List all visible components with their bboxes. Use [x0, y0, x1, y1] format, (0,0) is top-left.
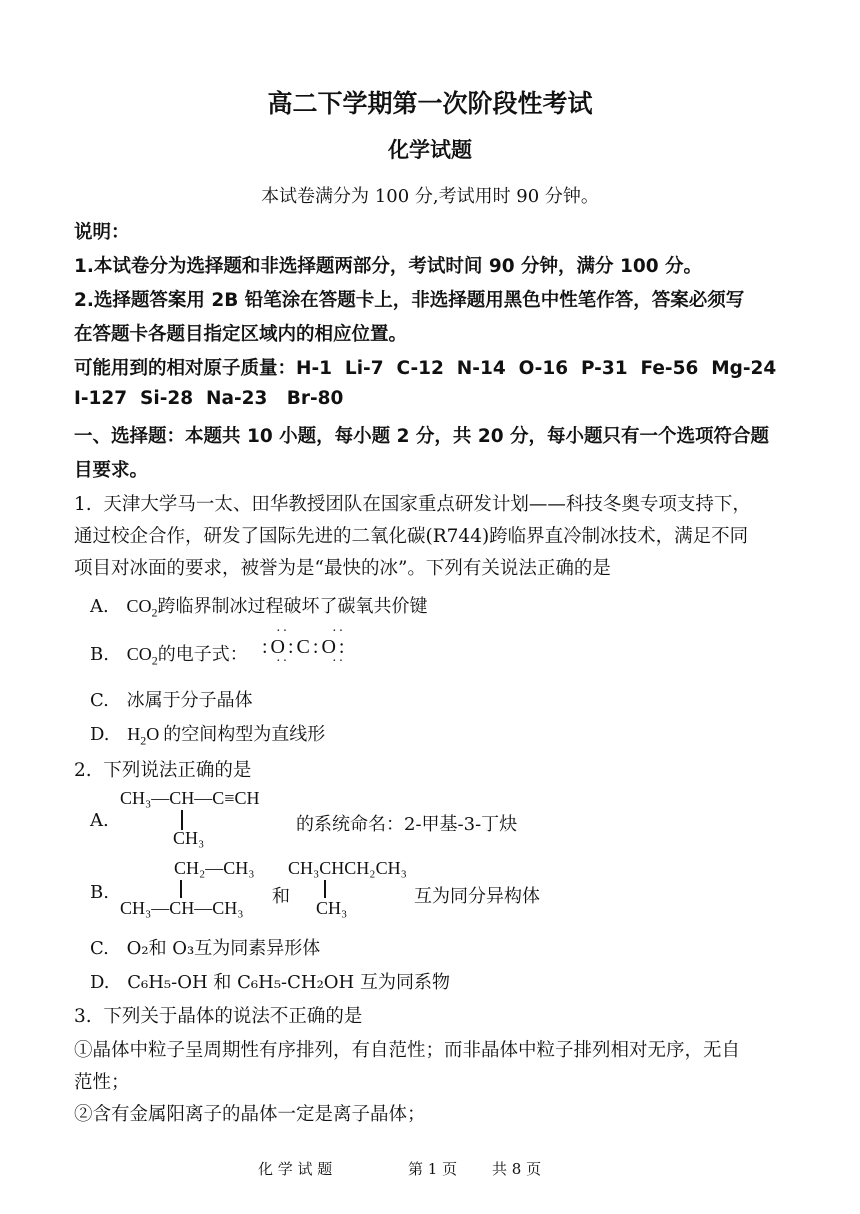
lewis-formula: :O:C:O: — [262, 636, 348, 658]
subject-title: 化学试题 — [388, 137, 472, 162]
note-item-1: 1.本试卷分为选择题和非选择题两部分，考试时间 90 分钟，满分 100 分。 — [74, 256, 703, 277]
bond-line — [181, 810, 183, 830]
q2-option-b-structure-1-bottom: CH₃—CH—CH₃ — [120, 898, 244, 918]
subscript: 2 — [151, 605, 158, 620]
q2-option-b-structure-2-bottom: CH₃ — [316, 898, 348, 918]
option-label: A. — [90, 596, 109, 617]
footer-page: 第 1 页 — [408, 1160, 458, 1178]
q2-option-a-structure-top: CH₃—CH—C≡CH — [120, 788, 260, 808]
q3-item-1-line-1: ①晶体中粒子呈周期性有序排列，有自范性；而非晶体中粒子排列相对无序，无自 — [74, 1040, 741, 1061]
footer-total: 共 8 页 — [492, 1160, 542, 1178]
note-item-2-line-1: 2.选择题答案用 2B 铅笔涂在答题卡上，非选择题用黑色中性笔作答，答案必须写 — [74, 290, 745, 311]
option-label: B. — [90, 644, 109, 665]
q2-option-c — [90, 934, 320, 960]
q1-option-d — [90, 720, 325, 749]
option-text: 跨临界制冰过程破坏了碳氧共价键 — [157, 596, 428, 617]
exam-title: 高二下学期第一次阶段性考试 — [267, 89, 593, 118]
q1-stem-line-1: 1. 天津大学马一太、田华教授团队在国家重点研发计划——科技冬奥专项支持下， — [74, 494, 751, 515]
q3-stem: 3. 下列关于晶体的说法不正确的是 — [74, 1006, 363, 1027]
q1-stem-line-2: 通过校企合作，研发了国际先进的二氧化碳(R744)跨临界直冷制冰技术，满足不同 — [74, 526, 749, 547]
notes-heading: 说明： — [74, 222, 130, 243]
bond-line — [324, 880, 326, 898]
option-text: O₂和 O₃互为同素异形体 — [126, 938, 321, 959]
q1-option-c — [90, 686, 253, 712]
q1-stem-line-3: 项目对冰面的要求，被誉为是“最快的冰”。下列有关说法正确的是 — [74, 558, 611, 579]
score-note: 本试卷满分为 100 分,考试用时 90 分钟。 — [261, 186, 599, 207]
option-text: 的电子式： — [157, 644, 248, 665]
formula: CO — [126, 644, 152, 664]
note-item-2-line-2: 在答题卡各题目指定区域内的相应位置。 — [74, 324, 408, 345]
option-label: C. — [90, 938, 109, 959]
section-heading-line-2: 目要求。 — [74, 460, 149, 481]
formula: H — [127, 724, 141, 744]
option-label: D. — [90, 724, 110, 745]
q2-option-a-text: 的系统命名：2-甲基-3-丁炔 — [296, 814, 518, 835]
q1-option-a — [90, 592, 427, 621]
q2-option-b-text: 互为同分异构体 — [414, 886, 540, 907]
option-label: D. — [90, 972, 110, 993]
q3-item-1-line-2: 范性； — [74, 1072, 130, 1093]
q2-option-a-label: A. — [90, 810, 109, 831]
q2-option-b-structure-1-top: CH₂—CH₃ — [174, 858, 255, 878]
atomic-mass-line-1: 可能用到的相对原子质量：H-1 Li-7 C-12 N-14 O-16 P-31 Fe-56 Mg-24 — [74, 358, 777, 379]
option-text: 冰属于分子晶体 — [126, 690, 253, 711]
q2-option-b-label: B. — [90, 882, 109, 903]
q2-option-b-and: 和 — [272, 886, 290, 907]
subscript: 2 — [151, 653, 158, 668]
bond-line — [180, 880, 182, 898]
formula: CO — [126, 596, 152, 616]
q2-option-d — [90, 968, 450, 994]
subscript: 2 — [140, 733, 147, 748]
atomic-mass-line-2: I-127 Si-28 Na-23 Br-80 — [74, 388, 344, 409]
q2-option-a-structure-bottom: CH₃ — [173, 828, 205, 848]
q2-stem: 2. 下列说法正确的是 — [74, 760, 252, 781]
q2-option-b-structure-2-top: CH₃CHCH₂CH₃ — [288, 858, 407, 878]
option-text: C₆H₅-OH 和 C₆H₅-CH₂OH 互为同系物 — [127, 972, 450, 993]
footer-subject: 化 学 试 题 — [258, 1160, 333, 1178]
formula: O — [146, 724, 160, 744]
option-label: C. — [90, 690, 109, 711]
option-text: 的空间构型为直线形 — [163, 724, 326, 745]
co2-lewis-structure: ·· ·· :O:C:O: ·· ·· — [262, 624, 348, 669]
q3-item-2: ②含有金属阳离子的晶体一定是离子晶体； — [74, 1104, 426, 1125]
q1-option-b — [90, 640, 248, 669]
section-heading-line-1: 一、选择题：本题共 10 小题，每小题 2 分，共 20 分，每小题只有一个选项符合题 — [74, 426, 770, 447]
